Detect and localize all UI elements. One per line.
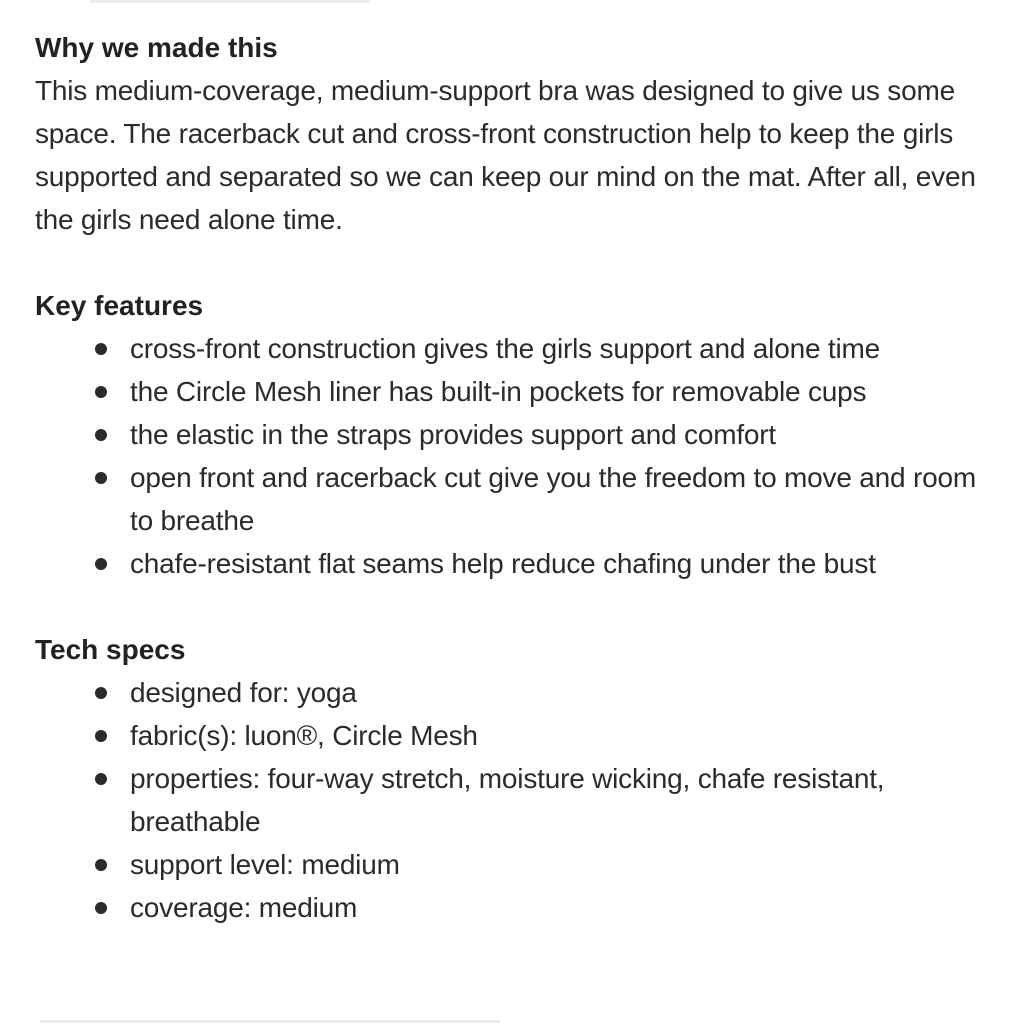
list-item: properties: four-way stretch, moisture wicking, chafe resistant, breathable	[95, 757, 995, 843]
list-item: the elastic in the straps provides support and comfort	[95, 413, 995, 456]
list-item: fabric(s): luon®, Circle Mesh	[95, 714, 995, 757]
list-item: the Circle Mesh liner has built-in pockets for removable cups	[95, 370, 995, 413]
features-list	[35, 327, 995, 585]
tech-specs-section	[35, 628, 995, 929]
why-heading: Why we made this	[35, 32, 278, 63]
features-heading: Key features	[35, 290, 204, 321]
list-item: coverage: medium	[95, 886, 995, 929]
top-divider	[90, 0, 370, 3]
key-features-section	[35, 284, 995, 585]
specs-heading: Tech specs	[35, 634, 186, 665]
why-we-made-this-section	[35, 26, 995, 241]
list-item: cross-front construction gives the girls support and alone time	[95, 327, 995, 370]
list-item: designed for: yoga	[95, 671, 995, 714]
specs-list	[35, 671, 995, 929]
list-item: chafe-resistant flat seams help reduce chafing under the bust	[95, 542, 995, 585]
product-description	[35, 26, 995, 972]
list-item: support level: medium	[95, 843, 995, 886]
why-body: This medium-coverage, medium-support bra was designed to give us some space. The racerback cut and cross-front construction help to keep the girls supported and separated so we can keep our mind on the mat. After all, even the girls need alone time.	[35, 75, 976, 235]
list-item: open front and racerback cut give you the freedom to move and room to breathe	[95, 456, 995, 542]
